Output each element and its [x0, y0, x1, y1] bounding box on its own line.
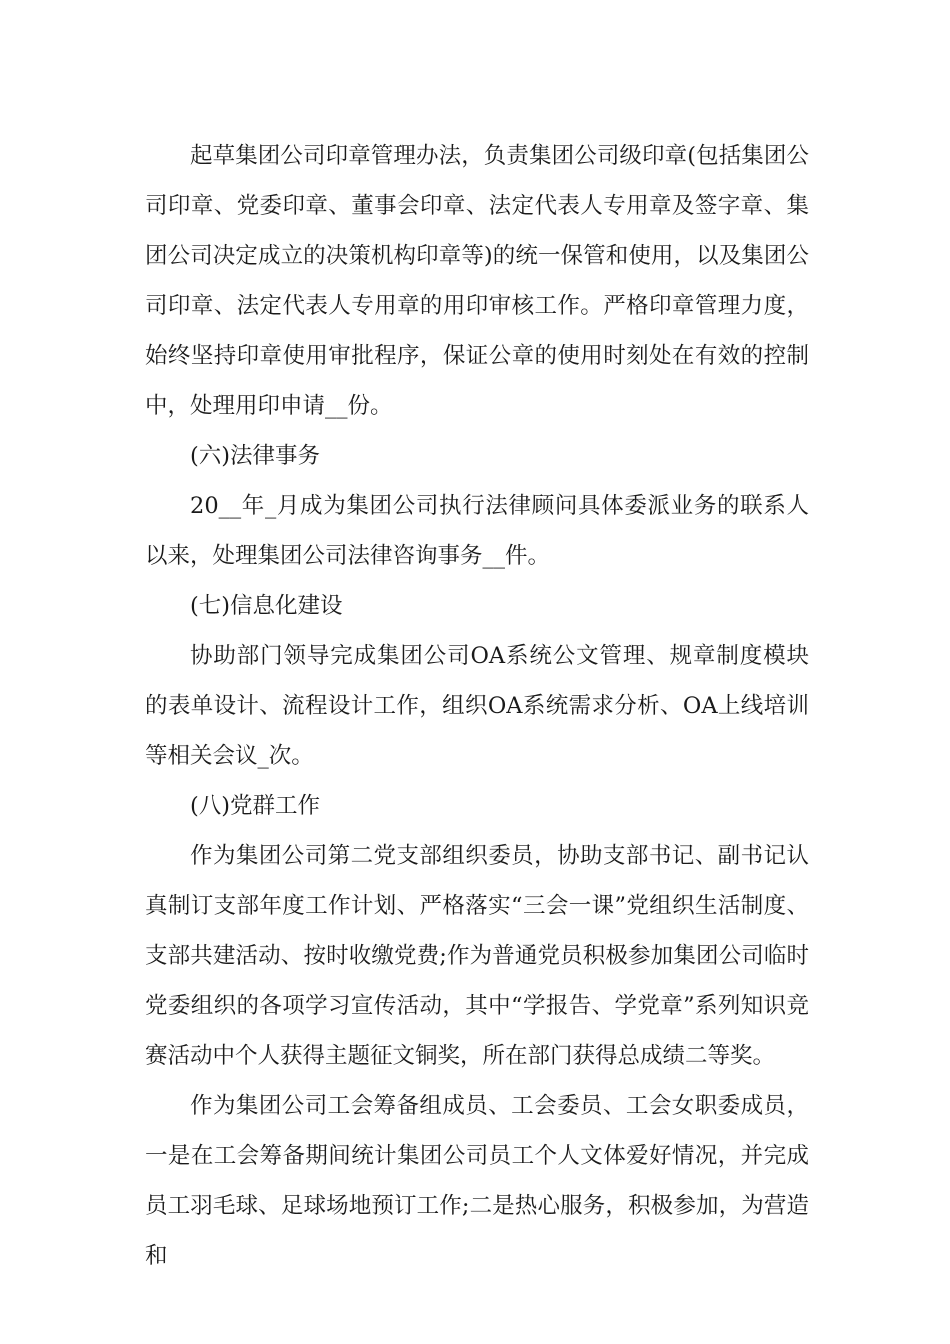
paragraph-seal-management: 起草集团公司印章管理办法，负责集团公司级印章(包括集团公司印章、党委印章、董事会印章、法定代表人专用章及签字章、集团公司决定成立的决策机构印章等)的统一保管和使用，以及集团公司印章、法定代表人专用章的用印审核工作。严格印章管理力度，始终坚持印章使用审批程序，保证公章的使用时刻处在有效的控制中，处理用印申请__份。 — [145, 143, 809, 419]
heading-informatization: (七)信息化建设 — [190, 593, 343, 619]
paragraph-party-branch: 作为集团公司第二党支部组织委员，协助支部书记、副书记认真制订支部年度工作计划、严格落实“三会一课”党组织生活制度、支部共建活动、按时收缴党费;作为普通党员积极参加集团公司临时党委组织的各项学习宣传活动，其中“学报告、学党章”系列知识竞赛活动中个人获得主题征文铜奖，所在部门获得总成绩二等奖。 — [145, 843, 809, 1069]
paragraph-informatization: 协助部门领导完成集团公司OA系统公文管理、规章制度模块的表单设计、流程设计工作，组织OA系统需求分析、OA上线培训等相关会议_次。 — [145, 643, 809, 769]
heading-legal-affairs: (六)法律事务 — [190, 443, 321, 469]
document-body — [145, 131, 809, 1281]
paragraph-legal-affairs: 20__年_月成为集团公司执行法律顾问具体委派业务的联系人以来，处理集团公司法律咨询事务__件。 — [145, 493, 809, 569]
paragraph-union-work: 作为集团公司工会筹备组成员、工会委员、工会女职委成员，一是在工会筹备期间统计集团公司员工个人文体爱好情况，并完成员工羽毛球、足球场地预订工作;二是热心服务，积极参加，为营造和 — [145, 1093, 809, 1269]
heading-party-work: (八)党群工作 — [190, 793, 321, 819]
